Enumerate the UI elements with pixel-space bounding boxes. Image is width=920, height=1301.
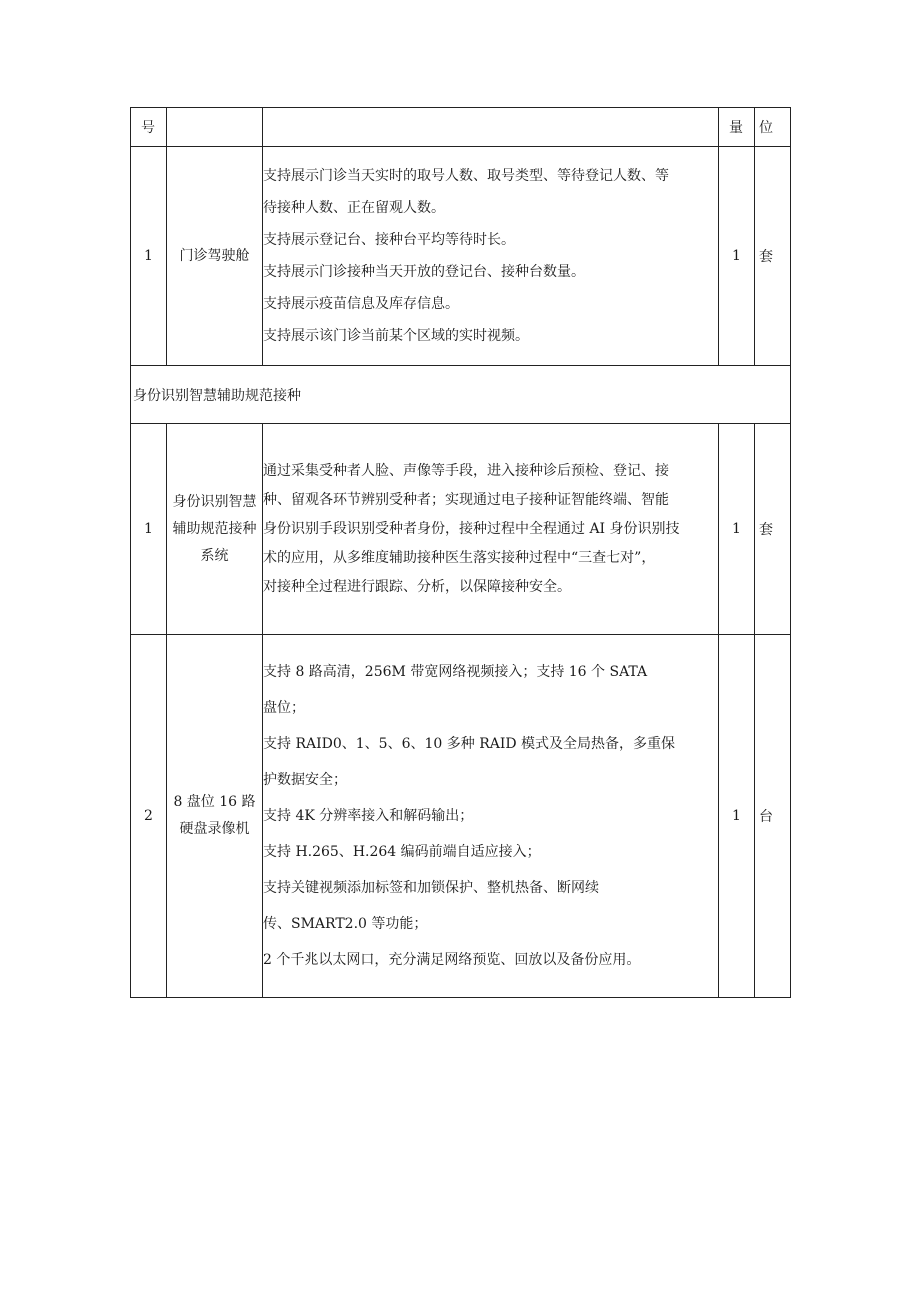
- description-line: 术的应用，从多维度辅助接种医生落实接种过程中“三查七对”，: [263, 549, 656, 566]
- item-quantity: 1: [719, 635, 755, 998]
- description-line: 对接种全过程进行跟踪、分析，以保障接种安全。: [263, 578, 571, 595]
- header-name-cell: [167, 108, 263, 147]
- description-line: 支持 RAID0、1、5、6、10 多种 RAID 模式及全局热备，多重保: [263, 735, 676, 752]
- header-no-cell: 号: [131, 108, 167, 147]
- description-line: 盘位；: [263, 699, 305, 716]
- description-line: 支持展示登记台、接种台平均等待时长。: [263, 231, 515, 248]
- description-line: 支持 4K 分辨率接入和解码输出；: [263, 807, 474, 824]
- item-name-line: 系统: [200, 547, 229, 564]
- item-name: [167, 424, 263, 635]
- section-title: 身份识别智慧辅助规范接种: [131, 366, 791, 424]
- item-name-line: 身份识别智慧: [172, 493, 257, 510]
- description-line: 支持展示门诊接种当天开放的登记台、接种台数量。: [263, 263, 585, 280]
- section-header-row: [131, 366, 791, 424]
- description-line: 待接种人数、正在留观人数。: [263, 199, 445, 216]
- item-name-line: 硬盘录像机: [179, 821, 250, 837]
- row-number: 2: [131, 635, 167, 998]
- header-desc-cell: [263, 108, 719, 147]
- header-unit-cell: 位: [755, 108, 791, 147]
- item-description: [263, 424, 719, 635]
- description-line: 支持关键视频添加标签和加锁保护、整机热备、断网续: [263, 879, 599, 896]
- header-qty-cell: 量: [719, 108, 755, 147]
- description-line: 身份识别手段识别受种者身份，接种过程中全程通过 AI 身份识别技: [263, 520, 680, 537]
- description-line: 支持展示疫苗信息及库存信息。: [263, 295, 459, 312]
- description-line: 传、SMART2.0 等功能；: [263, 915, 428, 932]
- equipment-spec-table: [130, 107, 791, 998]
- item-name: [167, 635, 263, 998]
- item-description: [263, 147, 719, 366]
- row-number: 1: [131, 147, 167, 366]
- description-line: 通过采集受种者人脸、声像等手段，进入接种诊后预检、登记、接: [263, 462, 669, 479]
- table-header-row: [131, 108, 791, 147]
- description-line: 2 个千兆以太网口，充分满足网络预览、回放以及备份应用。: [263, 951, 641, 968]
- item-quantity: 1: [719, 424, 755, 635]
- table-row: [131, 147, 791, 366]
- row-number: 1: [131, 424, 167, 635]
- table-row: [131, 424, 791, 635]
- description-line: 支持展示该门诊当前某个区域的实时视频。: [263, 327, 529, 344]
- item-name-line: 辅助规范接种: [172, 520, 257, 537]
- item-name: [167, 147, 263, 366]
- description-line: 支持 H.265、H.264 编码前端自适应接入；: [263, 843, 541, 860]
- item-name-line: 门诊驾驶舱: [179, 247, 250, 264]
- item-unit: 套: [755, 424, 791, 635]
- table-row: [131, 635, 791, 998]
- description-line: 支持展示门诊当天实时的取号人数、取号类型、等待登记人数、等: [263, 167, 669, 184]
- item-name-line: 8 盘位 16 路: [173, 794, 256, 810]
- description-line: 支持 8 路高清，256M 带宽网络视频接入；支持 16 个 SATA: [263, 663, 648, 680]
- description-line: 护数据安全；: [263, 771, 347, 788]
- item-quantity: 1: [719, 147, 755, 366]
- item-unit: 套: [755, 147, 791, 366]
- description-line: 种、留观各环节辨别受种者；实现通过电子接种证智能终端、智能: [263, 491, 669, 508]
- item-description: [263, 635, 719, 998]
- item-unit: 台: [755, 635, 791, 998]
